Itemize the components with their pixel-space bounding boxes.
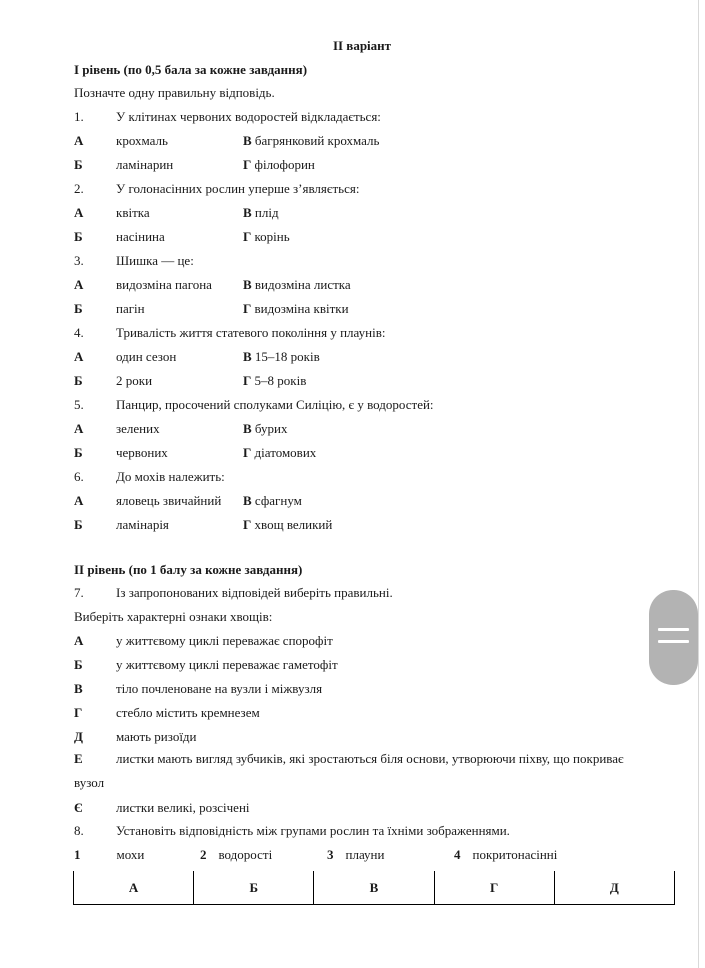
- option-letter-v: В: [74, 681, 83, 696]
- option-letter-v: В: [243, 421, 252, 436]
- group-label: мохи: [116, 847, 145, 862]
- q7-option-b: у життєвому циклі переважає гаметофіт: [116, 657, 338, 672]
- question-7-subtext: Виберіть характерні ознаки хвощів:: [74, 609, 273, 624]
- question-5-text: Панцир, просочений сполуками Силіцію, є у водоростей:: [116, 397, 434, 412]
- group-4: [454, 846, 557, 864]
- q7-option-g: стебло містить кремнезем: [116, 705, 260, 720]
- group-label: водорості: [218, 847, 273, 862]
- question-4-option-v-block: [243, 348, 320, 366]
- answer-cell-d[interactable]: Д: [554, 871, 674, 905]
- question-6-option-g-block: [243, 516, 332, 534]
- question-1-option-a: крохмаль: [116, 133, 168, 148]
- question-3-option-g: видозміна квітки: [254, 301, 349, 316]
- page-edge: [698, 0, 699, 968]
- question-2-option-b: насінина: [116, 229, 165, 244]
- scroll-handle-grip-top: [658, 628, 689, 631]
- option-letter-a: А: [74, 205, 84, 220]
- option-letter-g: Г: [243, 301, 252, 316]
- option-letter-b: Б: [74, 517, 83, 532]
- question-3-option-a: видозміна пагона: [116, 277, 212, 292]
- question-7-number: 7.: [74, 585, 84, 600]
- option-letter-a: А: [74, 133, 84, 148]
- q7-option-e: листки мають вигляд зубчиків, які зростаються біля основи, утворюючи піхву, що покриває вузол: [74, 751, 624, 790]
- option-letter-v: В: [243, 205, 252, 220]
- question-5-option-b: червоних: [116, 445, 168, 460]
- option-letter-a: А: [74, 349, 84, 364]
- question-2-text: У голонасінних рослин уперше з’являється:: [116, 181, 360, 196]
- group-label: плауни: [345, 847, 385, 862]
- option-letter-v: В: [243, 493, 252, 508]
- option-letter-e: Е: [74, 751, 83, 766]
- question-2-number: 2.: [74, 181, 84, 196]
- question-4-option-g: 5–8 років: [254, 373, 307, 388]
- group-label: покритонасінні: [472, 847, 558, 862]
- question-4-number: 4.: [74, 325, 84, 340]
- question-3-option-g-block: [243, 300, 349, 318]
- option-letter-b: Б: [74, 229, 83, 244]
- question-3-option-v-block: [243, 276, 351, 294]
- level1-instruction: Позначте одну правильну відповідь.: [74, 85, 275, 100]
- question-4-option-v: 15–18 років: [254, 349, 320, 364]
- question-1-option-g-block: [243, 156, 315, 174]
- q7-option-ye: листки великі, розсічені: [116, 800, 250, 815]
- q7-option-v: тіло почленоване на вузли і міжвузля: [116, 681, 323, 696]
- scroll-handle[interactable]: [649, 590, 698, 685]
- option-letter-ye: Є: [74, 800, 83, 815]
- question-5-option-v: бурих: [254, 421, 288, 436]
- group-number: 1: [74, 847, 81, 862]
- option-letter-g: Г: [243, 517, 252, 532]
- group-1: [74, 846, 144, 864]
- question-2-option-g: корінь: [254, 229, 290, 244]
- option-letter-a: А: [74, 493, 84, 508]
- question-6-option-g: хвощ великий: [254, 517, 333, 532]
- question-4-option-g-block: [243, 372, 306, 390]
- group-number: 4: [454, 847, 461, 862]
- option-letter-a: А: [74, 421, 84, 436]
- question-6-option-b: ламінарія: [116, 517, 169, 532]
- option-letter-b: Б: [74, 301, 83, 316]
- question-5-option-g-block: [243, 444, 316, 462]
- question-6-text: До мохів належить:: [116, 469, 225, 484]
- question-5-option-a: зелених: [116, 421, 160, 436]
- option-letter-v: В: [243, 277, 252, 292]
- option-letter-b: Б: [74, 373, 83, 388]
- question-1-option-b: ламінарин: [116, 157, 174, 172]
- q7-option-d: мають ризоїди: [116, 729, 197, 744]
- question-5-option-v-block: [243, 420, 288, 438]
- group-3: [327, 846, 384, 864]
- option-letter-b: Б: [74, 445, 83, 460]
- question-1-option-v-block: [243, 132, 379, 150]
- option-letter-d: Д: [74, 729, 83, 744]
- answer-table-row: [74, 871, 675, 905]
- option-letter-g: Г: [243, 445, 252, 460]
- question-2-option-g-block: [243, 228, 290, 246]
- question-2-option-v-block: [243, 204, 279, 222]
- answer-table: [73, 871, 675, 905]
- answer-cell-g[interactable]: Г: [434, 871, 554, 905]
- answer-cell-a[interactable]: А: [74, 871, 194, 905]
- scroll-handle-grip-bottom: [658, 640, 689, 643]
- question-1-text: У клітинах червоних водоростей відкладається:: [116, 109, 381, 124]
- level2-heading: II рівень (по 1 балу за кожне завдання): [74, 562, 303, 577]
- question-6-option-a: яловець звичайний: [116, 493, 222, 508]
- option-letter-g: Г: [243, 373, 252, 388]
- question-6-option-v: сфагнум: [254, 493, 302, 508]
- option-letter-v: В: [243, 133, 252, 148]
- group-number: 3: [327, 847, 334, 862]
- question-3-option-b: пагін: [116, 301, 145, 316]
- option-letter-g: Г: [74, 705, 83, 720]
- option-letter-v: В: [243, 349, 252, 364]
- question-1-number: 1.: [74, 109, 84, 124]
- question-2-option-a: квітка: [116, 205, 150, 220]
- question-7-text: Із запропонованих відповідей виберіть правильні.: [116, 585, 393, 600]
- question-8-text: Установіть відповідність між групами рослин та їхніми зображеннями.: [116, 823, 510, 838]
- option-letter-b: Б: [74, 157, 83, 172]
- question-1-option-g: філофорин: [254, 157, 315, 172]
- question-8-number: 8.: [74, 823, 84, 838]
- question-3-number: 3.: [74, 253, 84, 268]
- option-letter-a: А: [74, 633, 84, 648]
- question-5-number: 5.: [74, 397, 84, 412]
- question-5-option-g: діатомових: [254, 445, 317, 460]
- option-letter-g: Г: [243, 229, 252, 244]
- option-letter-a: А: [74, 277, 84, 292]
- level1-heading: I рівень (по 0,5 бала за кожне завдання): [74, 62, 308, 77]
- question-6-number: 6.: [74, 469, 84, 484]
- question-4-text: Тривалість життя статевого покоління у плаунів:: [116, 325, 386, 340]
- question-4-option-a: один сезон: [116, 349, 177, 364]
- page-title: II варіант: [332, 38, 392, 53]
- question-3-text: Шишка — це:: [116, 253, 194, 268]
- option-letter-g: Г: [243, 157, 252, 172]
- question-3-option-v: видозміна листка: [254, 277, 351, 292]
- question-4-option-b: 2 роки: [116, 373, 153, 388]
- answer-cell-v[interactable]: В: [314, 871, 434, 905]
- option-letter-b: Б: [74, 657, 83, 672]
- question-1-option-v: багрянковий крохмаль: [254, 133, 380, 148]
- group-number: 2: [200, 847, 207, 862]
- q7-option-e-block: [74, 747, 634, 795]
- question-6-option-v-block: [243, 492, 302, 510]
- question-2-option-v: плід: [254, 205, 279, 220]
- answer-cell-b[interactable]: Б: [194, 871, 314, 905]
- q7-option-a: у життєвому циклі переважає спорофіт: [116, 633, 333, 648]
- group-2: [200, 846, 272, 864]
